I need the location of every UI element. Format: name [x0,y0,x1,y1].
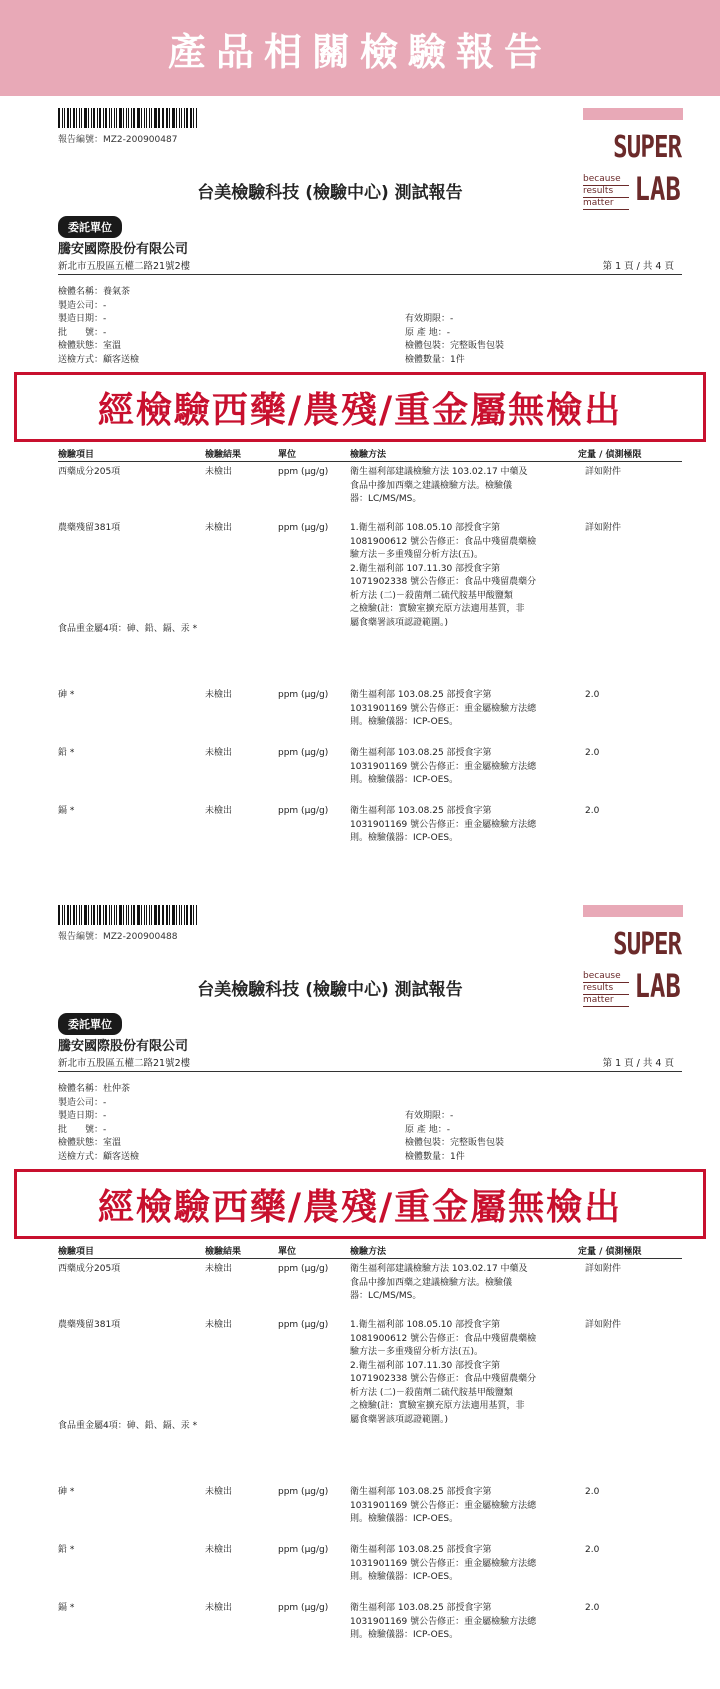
client-company: 騰安國際股份有限公司 [58,242,189,257]
sample-info-line: 批 號：- [58,1124,107,1135]
table-cell-unit: ppm (μg/g) [278,1487,329,1497]
table-cell-loq: 2.0 [585,806,600,816]
logo-accent-bar [583,905,683,917]
sample-info-line: 檢體數量：1件 [405,1151,465,1162]
logo-super-text: SUPER [612,927,681,962]
table-cell-method: 衛生福利部建議檢驗方法 103.02.17 中藥及 食品中摻加西藥之建議檢驗方法。檢驗儀 器：LC/MS/MS。 [350,467,528,504]
table-cell-unit: ppm (μg/g) [278,1545,329,1555]
table-cell-result: 未檢出 [205,806,233,816]
barcode [58,905,198,925]
table-cell-loq: 詳如附件 [585,1264,622,1274]
table-header-method: 檢驗方法 [350,450,387,460]
table-header-result: 檢驗結果 [205,1247,242,1257]
divider [58,274,682,275]
sample-info-line: 製造公司：- [58,1097,107,1108]
table-cell-method: 衛生福利部 103.08.25 部授食字第 1031901169 號公告修正：重金屬檢驗方法總 則。檢驗儀器：ICP-OES。 [350,690,537,727]
logo-tagline-word: results [583,186,629,198]
test-report [0,96,720,893]
table-cell-method: 衛生福利部建議檢驗方法 103.02.17 中藥及 食品中摻加西藥之建議檢驗方法。檢驗儀 器：LC/MS/MS。 [350,1264,528,1301]
table-cell-item: 食品重金屬4項：砷、鉛、鎘、汞 * [58,1421,198,1431]
sample-info-line: 檢體名稱：杜仲茶 [58,1084,131,1094]
table-cell-unit: ppm (μg/g) [278,1264,329,1274]
result-stamp [14,1169,706,1239]
table-cell-unit: ppm (μg/g) [278,690,329,700]
table-cell-unit: ppm (μg/g) [278,523,329,533]
report-title: 台美檢驗科技 (檢驗中心) 測試報告 [197,980,463,1000]
table-cell-method: 衛生福利部 103.08.25 部授食字第 1031901169 號公告修正：重金屬檢驗方法總 則。檢驗儀器：ICP-OES。 [350,806,537,843]
client-badge: 委託單位 [58,216,122,238]
sample-info-line: 原 產 地：- [405,327,450,338]
table-header-unit: 單位 [278,450,297,460]
client-address: 新北市五股區五權二路21號2樓 [58,1058,191,1069]
table-header-result: 檢驗結果 [205,450,242,460]
logo-lab-text: LAB [634,967,681,1005]
table-cell-result: 未檢出 [205,748,233,758]
table-cell-item: 食品重金屬4項：砷、鉛、鎘、汞 * [58,624,198,634]
table-header-loq: 定量 / 偵測極限 [578,450,642,460]
page-number: 第 1 頁 / 共 4 頁 [602,1058,674,1069]
table-cell-method: 衛生福利部 103.08.25 部授食字第 1031901169 號公告修正：重金屬檢驗方法總 則。檢驗儀器：ICP-OES。 [350,1545,537,1582]
sample-info-line: 批 號：- [58,327,107,338]
logo-tagline-word: results [583,983,629,995]
table-cell-loq: 2.0 [585,690,600,700]
table-cell-loq: 2.0 [585,1603,600,1613]
table-cell-loq: 2.0 [585,1545,600,1555]
table-cell-loq: 詳如附件 [585,523,622,533]
table-cell-method: 衛生福利部 103.08.25 部授食字第 1031901169 號公告修正：重金屬檢驗方法總 則。檢驗儀器：ICP-OES。 [350,1603,537,1640]
table-cell-loq: 詳如附件 [585,467,622,477]
banner-title: 產品相關檢驗報告 [167,28,552,74]
sample-info-left [58,286,139,367]
sample-info-line: 檢體名稱：養氣茶 [58,287,131,297]
logo-tagline-word: matter [583,198,629,210]
sample-info-line: 檢體包裝：完整販售包裝 [405,341,505,351]
stamp-text: 經檢驗西藥/農殘/重金屬無檢出 [97,388,623,431]
barcode [58,108,198,128]
result-stamp [14,372,706,442]
table-cell-item: 農藥殘留381項 [58,1320,121,1330]
sample-info-line: 送檢方式：顧客送檢 [58,354,140,365]
sample-info-line: 製造日期：- [58,1111,107,1121]
table-cell-unit: ppm (μg/g) [278,748,329,758]
sample-info-line: 檢體狀態：室溫 [58,1138,122,1148]
logo-super-text: SUPER [612,130,681,165]
sample-info-left [58,1083,139,1164]
table-header-loq: 定量 / 偵測極限 [578,1247,642,1257]
table-cell-unit: ppm (μg/g) [278,1320,329,1330]
table-cell-unit: ppm (μg/g) [278,1603,329,1613]
table-cell-item: 西藥成分205項 [58,1264,121,1274]
logo-tagline-word: because [583,174,629,186]
table-header-unit: 單位 [278,1247,297,1257]
logo-lab-text: LAB [634,170,681,208]
sample-info-line: 有效期限：- [405,1111,454,1121]
table-cell-unit: ppm (μg/g) [278,467,329,477]
sample-info-line: 檢體狀態：室溫 [58,341,122,351]
table-cell-result: 未檢出 [205,1264,233,1274]
table-cell-item: 鉛 * [58,1545,75,1555]
sample-info-line: 檢體數量：1件 [405,354,465,365]
client-badge: 委託單位 [58,1013,122,1035]
client-company: 騰安國際股份有限公司 [58,1039,189,1054]
table-cell-item: 鉛 * [58,748,75,758]
sample-info-right [405,1110,504,1164]
table-cell-method: 衛生福利部 103.08.25 部授食字第 1031901169 號公告修正：重金屬檢驗方法總 則。檢驗儀器：ICP-OES。 [350,748,537,785]
page-banner [0,0,720,96]
sample-info-line: 送檢方式：顧客送檢 [58,1151,140,1162]
table-cell-result: 未檢出 [205,1320,233,1330]
table-cell-item: 砷 * [58,690,75,700]
table-cell-item: 砷 * [58,1487,75,1497]
sample-info-right [405,313,504,367]
table-header-method: 檢驗方法 [350,1247,387,1257]
table-cell-item: 鎘 * [58,806,75,816]
sample-info-line: 原 產 地：- [405,1124,450,1135]
sample-info-line: 檢體包裝：完整販售包裝 [405,1138,505,1148]
logo-accent-bar [583,108,683,120]
report-title: 台美檢驗科技 (檢驗中心) 測試報告 [197,183,463,203]
sample-info-line: 製造日期：- [58,314,107,324]
table-cell-loq: 2.0 [585,748,600,758]
table-cell-result: 未檢出 [205,467,233,477]
test-report [0,893,720,1689]
table-cell-result: 未檢出 [205,523,233,533]
table-cell-result: 未檢出 [205,1545,233,1555]
page-number: 第 1 頁 / 共 4 頁 [602,261,674,272]
table-header-rule [58,1258,682,1259]
table-cell-item: 鎘 * [58,1603,75,1613]
table-header-item: 檢驗項目 [58,1247,95,1257]
sample-info-line: 有效期限：- [405,314,454,324]
table-cell-unit: ppm (μg/g) [278,806,329,816]
table-cell-method: 衛生福利部 103.08.25 部授食字第 1031901169 號公告修正：重金屬檢驗方法總 則。檢驗儀器：ICP-OES。 [350,1487,537,1524]
stamp-text: 經檢驗西藥/農殘/重金屬無檢出 [97,1185,623,1228]
logo-tagline-word: because [583,971,629,983]
report-number: 報告編號：MZ2-200900487 [58,135,178,145]
table-header-item: 檢驗項目 [58,450,95,460]
table-cell-item: 農藥殘留381項 [58,523,121,533]
table-cell-loq: 詳如附件 [585,1320,622,1330]
divider [58,1071,682,1072]
table-cell-method: 1.衛生福利部 108.05.10 部授食字第 1081900612 號公告修正：食品中殘留農藥檢 驗方法－多重殘留分析方法(五)。 2.衛生福利部 107.11.30 部授食字第 1071902338 號公告修正：食品中殘留農藥分 析方法 (二)－殺菌劑二硫代胺基甲酸鹽類 之檢驗(註：實驗室擴充原方法適用基質，非 屬食藥署該項認證範圍。) [350,523,537,628]
table-header-rule [58,461,682,462]
report-number: 報告編號：MZ2-200900488 [58,932,178,942]
table-cell-loq: 2.0 [585,1487,600,1497]
table-cell-result: 未檢出 [205,690,233,700]
client-address: 新北市五股區五權二路21號2樓 [58,261,191,272]
table-cell-item: 西藥成分205項 [58,467,121,477]
logo-tagline-word: matter [583,995,629,1007]
sample-info-line: 製造公司：- [58,300,107,311]
table-cell-result: 未檢出 [205,1603,233,1613]
table-cell-method: 1.衛生福利部 108.05.10 部授食字第 1081900612 號公告修正：食品中殘留農藥檢 驗方法－多重殘留分析方法(五)。 2.衛生福利部 107.11.30 部授食字第 1071902338 號公告修正：食品中殘留農藥分 析方法 (二)－殺菌劑二硫代胺基甲酸鹽類 之檢驗(註：實驗室擴充原方法適用基質，非 屬食藥署該項認證範圍。) [350,1320,537,1425]
table-cell-result: 未檢出 [205,1487,233,1497]
